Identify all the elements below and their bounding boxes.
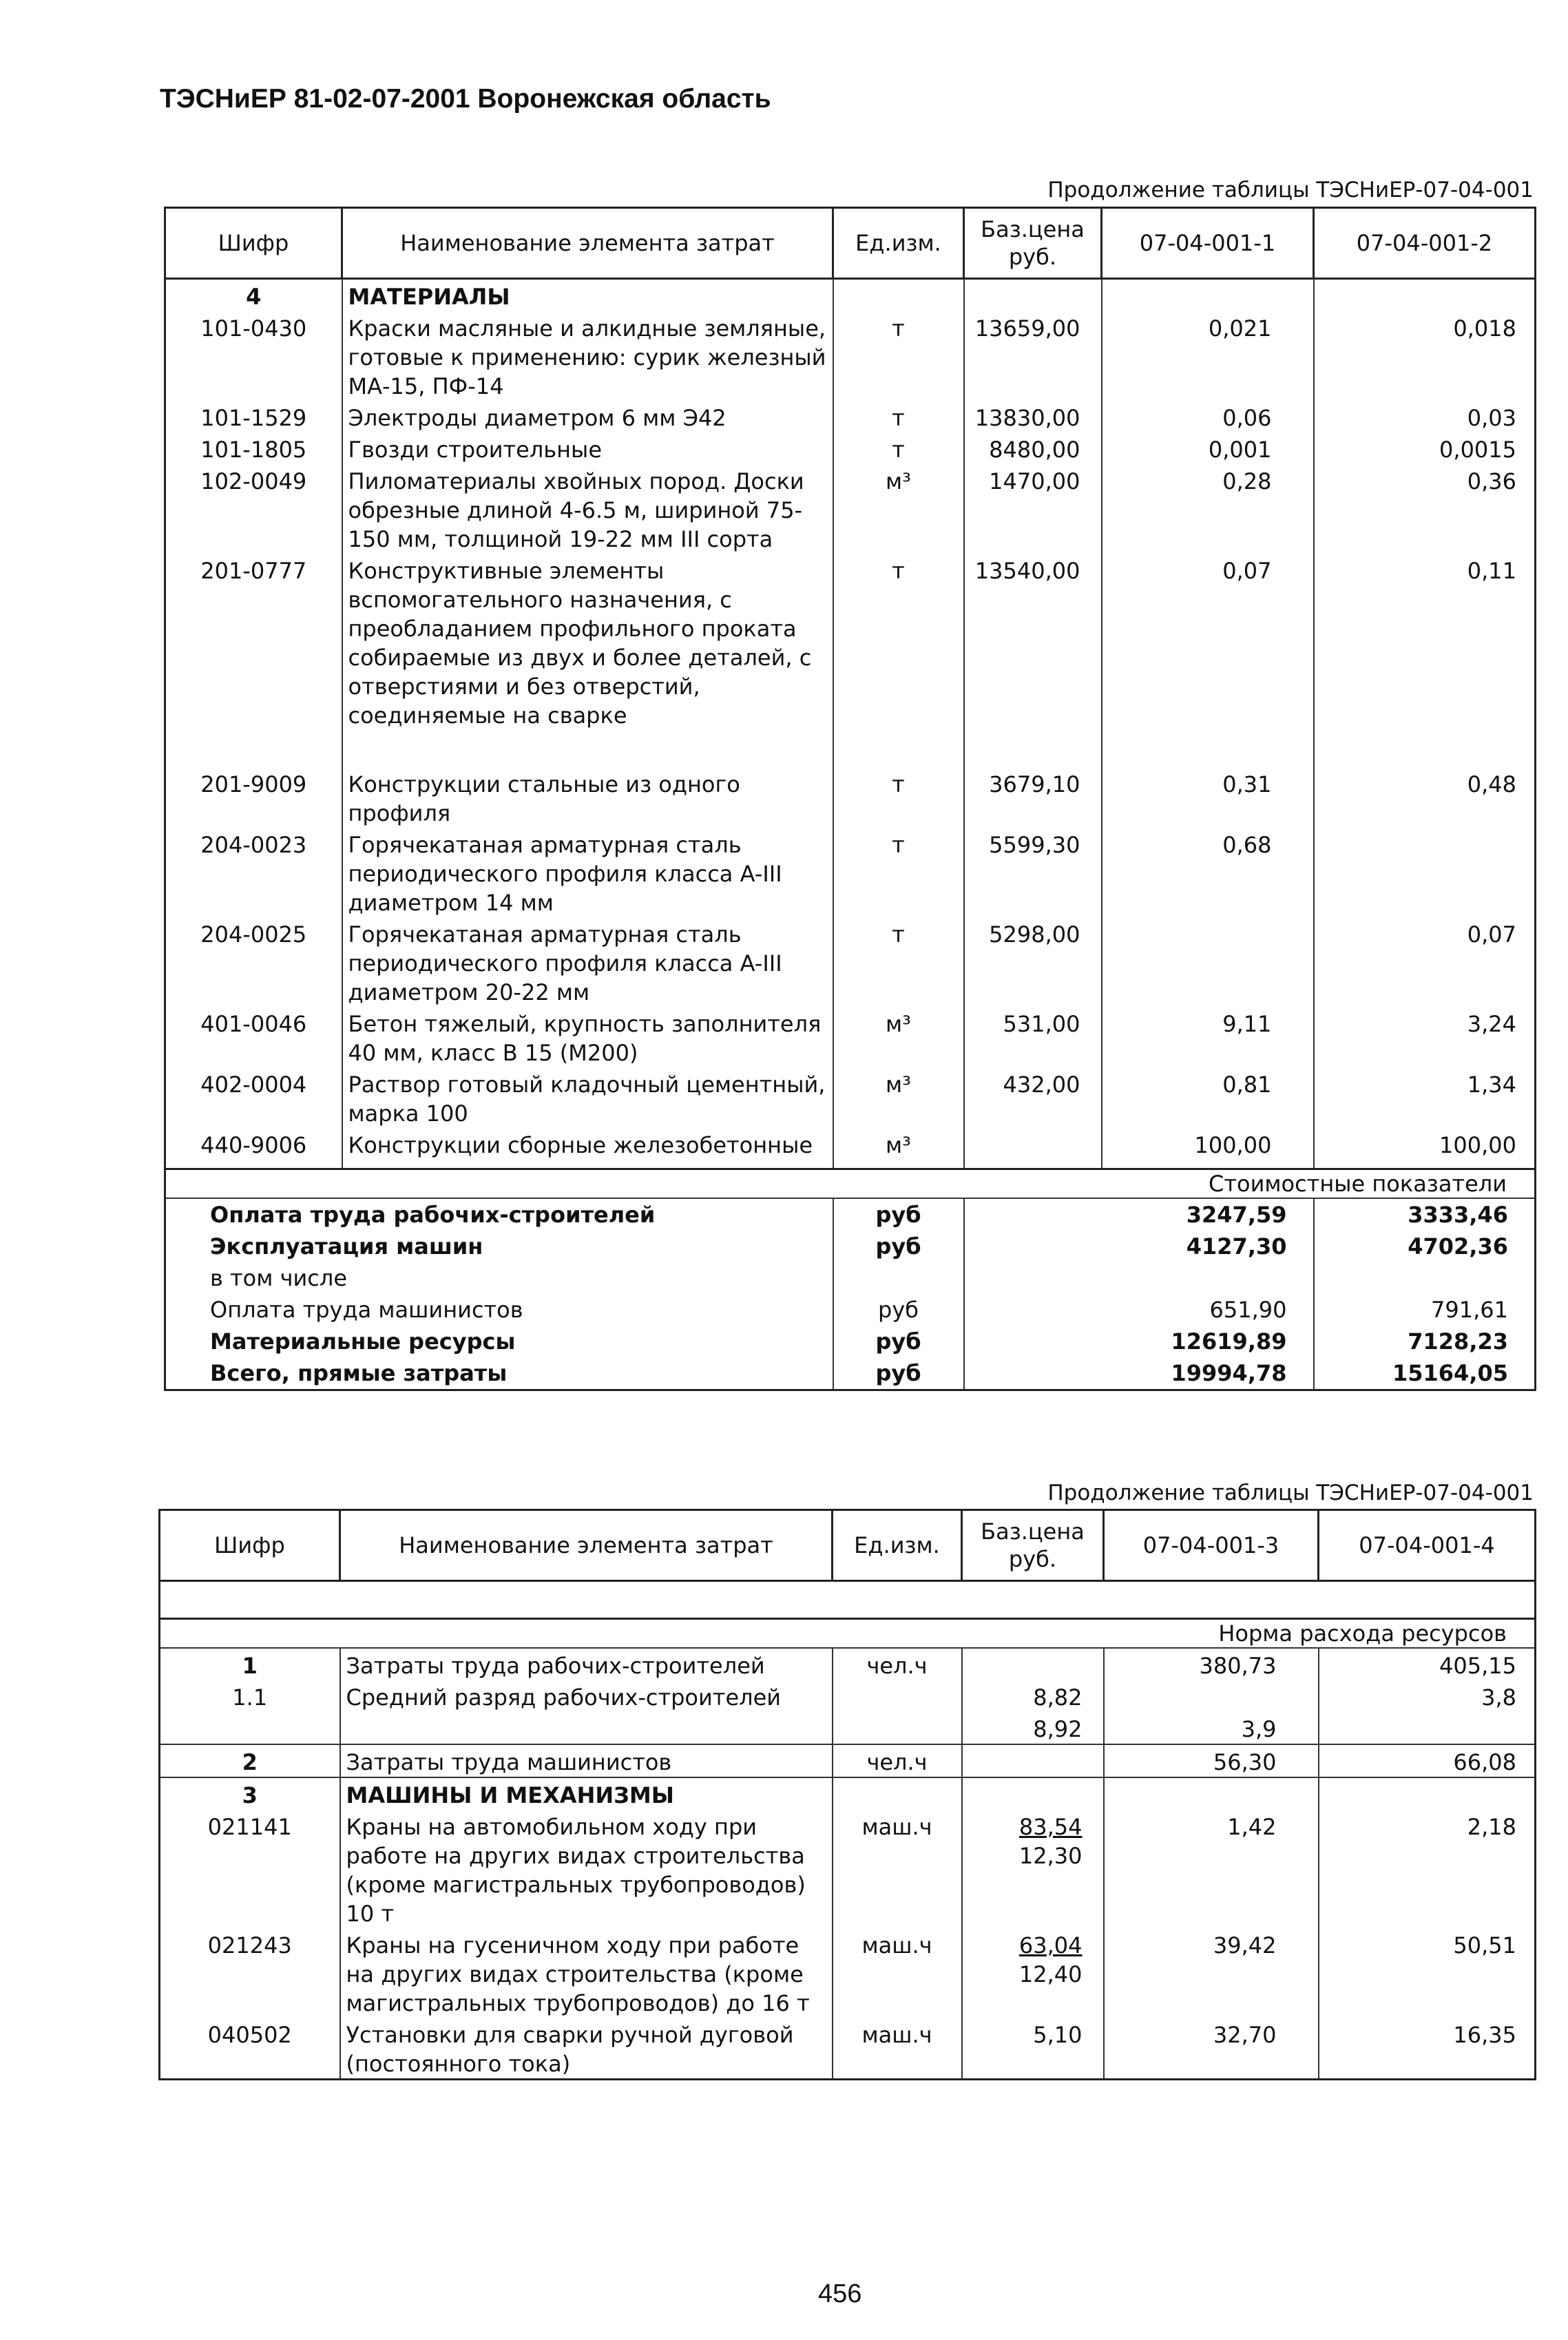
col-header-name: Наименование элемента затрат (342, 208, 833, 279)
row-code: 101-1805 (200, 437, 307, 463)
table-row (160, 1928, 1536, 2018)
section-name: МАТЕРИАЛЫ (342, 279, 833, 312)
row-price: 13659,00 (964, 311, 1102, 401)
row-name: Краны на гусеничном ходу при работе на других видах строительства (кроме магистральных трубопроводов) до 16 т (340, 1928, 833, 2018)
row-code: 040502 (207, 2022, 292, 2048)
row-value-1: 1,42 (1104, 1810, 1319, 1928)
row-unit: т (833, 554, 964, 767)
row-code: 402-0004 (200, 1072, 307, 1098)
row-price: 432,00 (964, 1067, 1102, 1128)
row-code: 101-1529 (200, 405, 307, 431)
row-price: 531,00 (964, 1007, 1102, 1067)
page-number: 456 (818, 2279, 862, 2308)
row-name: Конструктивные элементы вспомогательного назначения, с преобладанием профильного проката собираемые из двух и более деталей, с отверстиями и без отверстий, соединяемые на сварке (342, 554, 833, 767)
cost-label: Оплата труда рабочих-строителей (210, 1202, 656, 1228)
cost-row (165, 1357, 1536, 1390)
cost-unit: руб (833, 1294, 964, 1326)
row-name: Конструкции стальные из одного профиля (342, 767, 833, 828)
row-value-1: 56,30 (1104, 1744, 1319, 1777)
cost-unit: руб (833, 1198, 964, 1231)
row-price-operator: 12,30 (1018, 1843, 1083, 1869)
row-price-operator: 12,40 (1018, 1961, 1083, 1987)
row-unit: м³ (833, 1067, 964, 1128)
row-value-2: 16,35 (1319, 2018, 1536, 2080)
row-code: 102-0049 (200, 468, 307, 494)
row-price: 13540,00 (964, 554, 1102, 767)
cost-label: Эксплуатация машин (210, 1233, 483, 1260)
col-header-norm-4: 07-04-001-4 (1319, 1510, 1536, 1581)
table2-continuation: Продолжение таблицы ТЭСНиЕР-07-04-001 (1047, 1481, 1534, 1505)
row-unit: м³ (833, 1128, 964, 1169)
row-code: 204-0025 (200, 921, 307, 948)
row-code: 201-0777 (200, 558, 307, 584)
row-name: Затраты труда машинистов (340, 1744, 833, 1777)
cost-row (165, 1326, 1536, 1357)
row-value-1: 0,68 (1102, 828, 1314, 917)
cost-label: в том числе (210, 1265, 347, 1291)
col-header-norm-3: 07-04-001-3 (1104, 1510, 1319, 1581)
row-value-1: 0,021 (1102, 311, 1314, 401)
row-unit: т (833, 432, 964, 464)
table-row (165, 1067, 1536, 1128)
row-value-2: 405,15 (1319, 1648, 1536, 1680)
row-value-2: 66,08 (1319, 1744, 1536, 1777)
table-row (160, 1744, 1536, 1777)
row-value-2: 0,07 (1314, 917, 1536, 1007)
materials-table (164, 207, 1536, 1391)
row-unit: т (833, 401, 964, 432)
cost-value-2: 791,61 (1314, 1294, 1536, 1326)
table-row (160, 1648, 1536, 1680)
row-price: 83,54 (1018, 1814, 1083, 1840)
cost-row (165, 1262, 1536, 1294)
cost-value-1: 12619,89 (1171, 1328, 1287, 1355)
cost-label: Оплата труда машинистов (210, 1297, 523, 1323)
row-code: 204-0023 (200, 832, 307, 858)
row-value-1: 9,11 (1102, 1007, 1314, 1067)
row-value-1: 3,9 (1104, 1712, 1319, 1744)
row-code: 440-9006 (200, 1132, 307, 1158)
row-name: Установки для сварки ручной дуговой (постоянного тока) (340, 2018, 833, 2080)
cost-unit: руб (833, 1357, 964, 1390)
row-unit: м³ (833, 464, 964, 554)
cost-value-2: 15164,05 (1314, 1357, 1536, 1390)
row-unit: т (833, 917, 964, 1007)
table-row (165, 1007, 1536, 1067)
col-header-price: Баз.цена руб. (964, 208, 1102, 279)
table-row (165, 401, 1536, 432)
row-name: Бетон тяжелый, крупность заполнителя 40 мм, класс В 15 (М200) (342, 1007, 833, 1067)
cost-value-2: 3333,46 (1314, 1198, 1536, 1231)
col-header-norm-2: 07-04-001-2 (1314, 208, 1536, 279)
table-row (165, 828, 1536, 917)
row-value-1: 0,28 (1102, 464, 1314, 554)
row-name: Конструкции сборные железобетонные (342, 1128, 833, 1169)
row-code: 201-9009 (200, 771, 307, 797)
cost-indicators-band: Стоимостные показатели (165, 1169, 1536, 1199)
row-value-2: 50,51 (1319, 1928, 1536, 2018)
row-unit: маш.ч (833, 1928, 962, 2018)
row-value-2: 0,03 (1314, 401, 1536, 432)
table-row (160, 1810, 1536, 1928)
row-code: 401-0046 (200, 1011, 307, 1037)
table-row (160, 1712, 1536, 1744)
col-header-unit: Ед.изм. (833, 1510, 962, 1581)
cost-row (165, 1231, 1536, 1262)
table-row (160, 1680, 1536, 1712)
cost-value-1: 3247,59 (1186, 1202, 1287, 1228)
cost-label: Материальные ресурсы (210, 1328, 516, 1355)
row-unit: т (833, 311, 964, 401)
col-header-price: Баз.цена руб. (962, 1510, 1104, 1581)
row-unit: чел.ч (833, 1744, 962, 1777)
col-header-unit: Ед.изм. (833, 208, 964, 279)
row-unit: м³ (833, 1007, 964, 1067)
table-row (165, 432, 1536, 464)
row-price: 5,10 (962, 2018, 1104, 2080)
cost-value-1: 4127,30 (1186, 1233, 1287, 1260)
col-header-name: Наименование элемента затрат (340, 1510, 833, 1581)
col-header-code: Шифр (165, 208, 342, 279)
norm-band: Норма расхода ресурсов (160, 1619, 1536, 1649)
row-name: Раствор готовый кладочный цементный, марка 100 (342, 1067, 833, 1128)
table-row (165, 311, 1536, 401)
resources-table (158, 1509, 1536, 2080)
table-row (165, 767, 1536, 828)
row-name: Краски масляные и алкидные земляные, готовые к применению: сурик железный МА-15, ПФ-14 (342, 311, 833, 401)
row-code: 2 (160, 1744, 340, 1777)
cost-value-1: 19994,78 (1171, 1360, 1287, 1386)
row-unit: маш.ч (833, 1810, 962, 1928)
row-value-2: 3,8 (1319, 1680, 1536, 1712)
col-header-norm-1: 07-04-001-1 (1102, 208, 1314, 279)
row-code: 101-0430 (200, 315, 307, 342)
row-price: 8480,00 (964, 432, 1102, 464)
table-row (165, 554, 1536, 767)
row-price: 1470,00 (964, 464, 1102, 554)
section-code: 4 (246, 284, 262, 310)
row-price: 8,92 (962, 1712, 1104, 1744)
cost-value-2: 4702,36 (1314, 1231, 1536, 1262)
row-value-2 (1314, 828, 1536, 917)
row-name: Средний разряд рабочих-строителей (340, 1680, 833, 1712)
row-value-2: 3,24 (1314, 1007, 1536, 1067)
row-unit: т (833, 767, 964, 828)
section-code: 3 (160, 1777, 340, 1810)
row-value-1: 0,07 (1102, 554, 1314, 767)
row-value-1: 0,31 (1102, 767, 1314, 828)
row-unit: маш.ч (833, 2018, 962, 2080)
cost-label: Всего, прямые затраты (210, 1360, 508, 1386)
section-name: МАШИНЫ И МЕХАНИЗМЫ (340, 1777, 833, 1810)
row-value-2: 100,00 (1314, 1128, 1536, 1169)
row-code: 021141 (207, 1814, 292, 1840)
row-price (964, 1128, 1102, 1169)
row-value-1: 39,42 (1104, 1928, 1319, 2018)
cost-row (165, 1294, 1536, 1326)
row-value-1: 32,70 (1104, 2018, 1319, 2080)
col-header-code: Шифр (160, 1510, 340, 1581)
row-price: 63,04 (1018, 1932, 1083, 1958)
row-name: Затраты труда рабочих-строителей (340, 1648, 833, 1680)
table1-continuation: Продолжение таблицы ТЭСНиЕР-07-04-001 (1047, 178, 1534, 202)
row-value-1: 0,81 (1102, 1067, 1314, 1128)
row-value-1: 380,73 (1104, 1648, 1319, 1680)
cost-unit: руб (833, 1231, 964, 1262)
table-row (165, 917, 1536, 1007)
row-unit: т (833, 828, 964, 917)
page-title: ТЭСНиЕР 81-02-07-2001 Воронежская область (160, 84, 771, 114)
row-value-1: 0,001 (1102, 432, 1314, 464)
row-price: 5298,00 (964, 917, 1102, 1007)
row-name: Гвозди строительные (342, 432, 833, 464)
row-value-1: 0,06 (1102, 401, 1314, 432)
row-code: 021243 (207, 1932, 292, 1958)
row-name: Краны на автомобильном ходу при работе на других видах строительства (кроме магистральных трубопроводов) 10 т (340, 1810, 833, 1928)
table-row (165, 464, 1536, 554)
row-value-1 (1102, 917, 1314, 1007)
row-value-2: 0,48 (1314, 767, 1536, 828)
cost-unit: руб (833, 1326, 964, 1357)
row-price: 13830,00 (964, 401, 1102, 432)
row-name: Электроды диаметром 6 мм Э42 (342, 401, 833, 432)
row-name: Горячекатаная арматурная сталь периодического профиля класса A-III диаметром 14 мм (342, 828, 833, 917)
row-price: 8,82 (962, 1680, 1104, 1712)
row-value-2: 2,18 (1319, 1810, 1536, 1928)
row-code: 1 (242, 1653, 258, 1679)
row-code: 1.1 (232, 1684, 268, 1711)
row-price: 5599,30 (964, 828, 1102, 917)
row-value-2: 0,11 (1314, 554, 1536, 767)
table-row (160, 2018, 1536, 2080)
row-unit: чел.ч (833, 1648, 962, 1680)
cost-value-2: 7128,23 (1314, 1326, 1536, 1357)
table-row (165, 1128, 1536, 1169)
row-value-2: 0,018 (1314, 311, 1536, 401)
cost-row (165, 1198, 1536, 1231)
row-name: Пиломатериалы хвойных пород. Доски обрезные длиной 4-6.5 м, шириной 75-150 мм, толщиной 19-22 мм III сорта (342, 464, 833, 554)
row-value-2: 0,36 (1314, 464, 1536, 554)
row-name: Горячекатаная арматурная сталь периодического профиля класса A-III диаметром 20-22 мм (342, 917, 833, 1007)
row-value-2: 0,0015 (1314, 432, 1536, 464)
row-value-1: 100,00 (1102, 1128, 1314, 1169)
row-price: 3679,10 (964, 767, 1102, 828)
row-value-2: 1,34 (1314, 1067, 1536, 1128)
cost-value-1: 651,90 (1209, 1297, 1287, 1323)
